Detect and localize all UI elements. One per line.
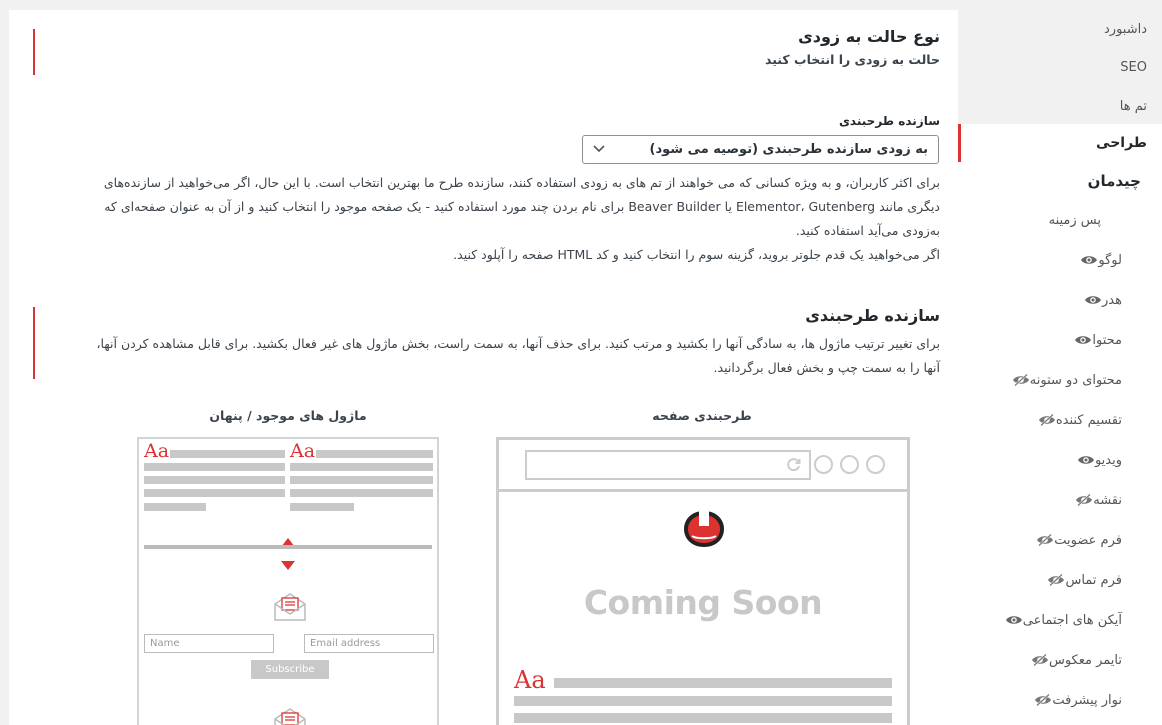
page-layout-title: طرحبندی صفحه [652, 408, 752, 423]
sidebar-item-themes[interactable] [958, 87, 1162, 126]
sidebar [958, 0, 1162, 725]
sidebar-item-label: SEO [1120, 60, 1147, 76]
placeholder-line [144, 463, 285, 471]
typography-icon: Aa [144, 440, 170, 462]
sidebar-item-label: طراحی [1096, 135, 1147, 151]
sidebar-item-module[interactable] [958, 200, 1162, 240]
eye-slash-icon[interactable] [1047, 574, 1065, 586]
browser-bar [499, 440, 907, 492]
description-line: به‌زودی می‌آید استفاده کنید. [795, 223, 940, 238]
description-line: برای تغییر ترتیب ماژول ها، به سادگی آنها را بکشید و مرتب کنید. برای حذف آنها، به سمت راست، بخش ماژول های غیر فعال بکشید. برای قابل مشاهده کردن آنها، [96, 336, 940, 351]
eye-slash-icon[interactable] [1012, 374, 1030, 386]
placeholder-line [514, 696, 892, 706]
sidebar-item-dashboard[interactable] [958, 10, 1162, 49]
caret-down-icon [281, 555, 295, 574]
eye-icon[interactable] [1084, 294, 1102, 306]
placeholder-line [290, 476, 433, 484]
sidebar-item-label: محتوا [1092, 332, 1122, 348]
chevron-down-icon [593, 143, 605, 156]
sidebar-item-label: ویدیو [1094, 452, 1122, 468]
placeholder-line [144, 476, 285, 484]
section-accent-bar [33, 307, 35, 379]
section-title: نوع حالت به زودی [798, 27, 940, 46]
eye-icon[interactable] [1074, 334, 1092, 346]
description-line: آنها را به سمت چپ و بخش فعال برگردانید. [713, 360, 940, 375]
typography-icon: Aa [290, 440, 316, 462]
section-subtitle: حالت به زودی را انتخاب کنید [764, 52, 940, 67]
sidebar-item-label: پس زمینه [1048, 212, 1101, 228]
modules-preview[interactable] [137, 437, 439, 725]
eye-slash-icon[interactable] [1075, 494, 1093, 506]
placeholder-line [290, 503, 354, 511]
section-header [805, 306, 940, 325]
refresh-icon [785, 456, 803, 478]
placeholder-line [290, 463, 433, 471]
page-layout-preview[interactable] [496, 437, 910, 725]
sidebar-top [958, 0, 1162, 126]
sidebar-item-label: نقشه [1093, 492, 1122, 508]
sidebar-item-module[interactable] [958, 240, 1162, 280]
section-header [765, 27, 940, 67]
section-title: سازنده طرحبندی [805, 306, 940, 325]
placeholder-line [514, 713, 892, 723]
sidebar-item-label: تم ها [1119, 98, 1147, 114]
eye-slash-icon[interactable] [1038, 414, 1056, 426]
mode-select-value: به زودی سازنده طرحبندی (توصیه می شود) [649, 142, 928, 157]
mode-select[interactable] [582, 135, 939, 164]
sidebar-item-module[interactable] [958, 320, 1162, 360]
sidebar-item-label: تقسیم کننده [1055, 412, 1122, 428]
placeholder-line [144, 489, 285, 497]
sidebar-item-seo[interactable] [958, 49, 1162, 88]
section-accent-bar [33, 29, 35, 75]
placeholder-line [144, 503, 206, 511]
window-dot-icon [840, 455, 859, 474]
main-panel [9, 10, 958, 725]
sidebar-item-layout[interactable] [958, 162, 1162, 200]
mode-description [40, 171, 940, 267]
sidebar-item-label: فرم عضویت [1054, 532, 1122, 548]
typography-icon: Aa [514, 666, 546, 694]
placeholder-line [554, 678, 892, 688]
sidebar-item-label: آیکن های اجتماعی [1022, 612, 1122, 628]
window-dot-icon [814, 455, 833, 474]
sidebar-item-module[interactable] [958, 560, 1162, 600]
description-line: برای اکثر کاربران، و به ویژه کسانی که می خواهند از تم های به زودی استفاده کنند، سازنده طرح ما بهترین انتخاب است. با این حال، اگر می‌خواهید از سازنده‌های [103, 175, 940, 190]
eye-icon[interactable] [1080, 254, 1098, 266]
brand-logo-icon [681, 509, 727, 553]
sidebar-item-design[interactable] [958, 124, 1162, 162]
sidebar-item-label: نوار پیشرفت [1052, 692, 1122, 708]
sidebar-item-module[interactable] [958, 640, 1162, 680]
eye-icon[interactable] [1005, 614, 1023, 626]
layout-builder-label: سازنده طرحبندی [838, 114, 940, 128]
url-bar [525, 450, 811, 480]
sidebar-item-module[interactable] [958, 280, 1162, 320]
sidebar-item-module[interactable] [958, 480, 1162, 520]
sidebar-design-panel [958, 124, 1162, 725]
sidebar-item-module[interactable] [958, 520, 1162, 560]
eye-icon[interactable] [1077, 454, 1095, 466]
placeholder-line [170, 450, 285, 458]
sidebar-item-module[interactable] [958, 360, 1162, 400]
sidebar-item-module[interactable] [958, 440, 1162, 480]
sidebar-item-label: لوگو [1098, 252, 1122, 268]
coming-soon-text: Coming Soon [583, 583, 823, 622]
name-field: Name [144, 634, 274, 653]
sidebar-item-module[interactable] [958, 400, 1162, 440]
placeholder-line [316, 450, 433, 458]
sidebar-item-module[interactable] [958, 680, 1162, 720]
sidebar-item-label: تایمر معکوس [1048, 652, 1122, 668]
window-dot-icon [866, 455, 885, 474]
sidebar-item-label: محتوای دو ستونه [1029, 372, 1122, 388]
sidebar-item-module[interactable] [958, 600, 1162, 640]
placeholder-line [290, 489, 433, 497]
sidebar-item-label: هدر [1102, 292, 1122, 308]
envelope-icon [273, 707, 307, 725]
email-field: Email address [304, 634, 434, 653]
eye-slash-icon[interactable] [1036, 534, 1054, 546]
description-line: اگر می‌خواهید یک قدم جلوتر بروید، گزینه سوم را انتخاب کنید و کد HTML صفحه را آپلود کنید. [453, 247, 940, 262]
sidebar-item-label: داشبورد [1104, 21, 1147, 37]
sidebar-item-label: چیدمان [1087, 172, 1141, 190]
modules-title: ماژول های موجود / پنهان [209, 408, 367, 423]
eye-slash-icon[interactable] [1031, 654, 1049, 666]
description-line: دیگری مانند Elementor، Gutenberg یا Beaver Builder برای نام بردن چند مورد استفاده کنید - یک صفحه موجود را انتخاب کنید و از آن به عنوان صفحه‌ای که [104, 199, 940, 214]
sidebar-item-label: فرم تماس [1065, 572, 1122, 588]
divider-line [144, 545, 432, 549]
subscribe-button: Subscribe [251, 660, 329, 679]
layout-builder-description [40, 332, 940, 380]
envelope-icon [273, 592, 307, 626]
eye-slash-icon[interactable] [1034, 694, 1052, 706]
